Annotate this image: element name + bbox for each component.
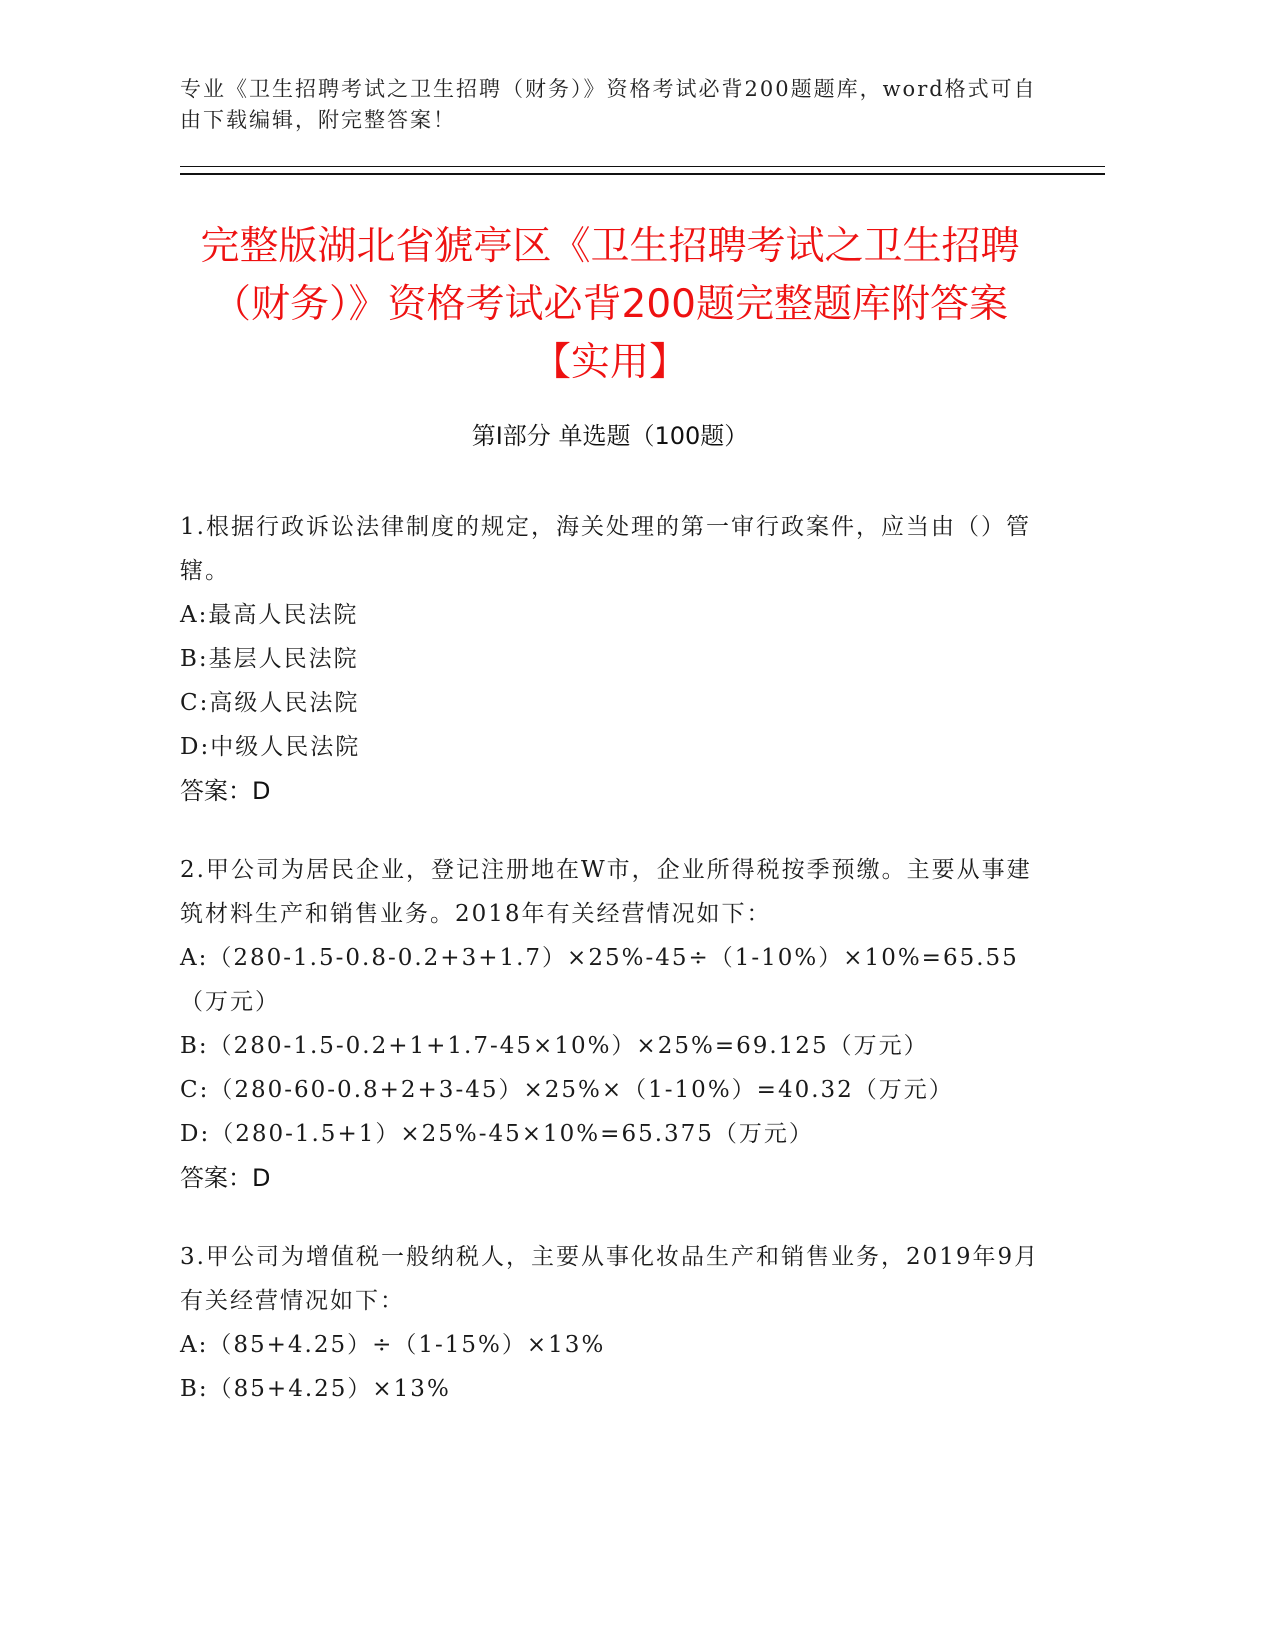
option-c: C:高级人民法院 [180, 690, 360, 716]
question-stem: 3.甲公司为增值税一般纳税人，主要从事化妆品生产和销售业务，2019年9月有关经营情况如下： [180, 1244, 1040, 1314]
question-list [180, 505, 1040, 1446]
option-c: C:（280-60-0.8+2+3-45）×25%×（1-10%）=40.32（万元） [180, 1077, 954, 1103]
option-a: A:（85+4.25）÷（1-15%）×13% [180, 1332, 606, 1358]
question-3 [180, 1235, 1040, 1411]
option-b: B:（280-1.5-0.2+1+1.7-45×10%）×25%=69.125（万元） [180, 1033, 929, 1059]
answer-line: 答案：D [180, 1164, 271, 1192]
question-stem: 2.甲公司为居民企业，登记注册地在W市，企业所得税按季预缴。主要从事建筑材料生产和销售业务。2018年有关经营情况如下： [180, 857, 1032, 927]
option-d: D:（280-1.5+1）×25%-45×10%=65.375（万元） [180, 1121, 814, 1147]
header-rule-top [180, 166, 1105, 167]
question-stem: 1.根据行政诉讼法律制度的规定，海关处理的第一审行政案件，应当由（）管辖。 [180, 514, 1031, 584]
question-1 [180, 505, 1040, 813]
option-a: A:最高人民法院 [180, 602, 359, 628]
option-b: B:（85+4.25）×13% [180, 1376, 451, 1402]
header-rule-bottom [180, 173, 1105, 175]
option-d: D:中级人民法院 [180, 734, 361, 760]
section-heading: 第Ⅰ部分 单选题（100题） [471, 422, 749, 450]
option-b: B:基层人民法院 [180, 646, 359, 672]
document-title: 完整版湖北省猇亭区《卫生招聘考试之卫生招聘（财务）》资格考试必背200题完整题库附答案【实用】 [200, 224, 1020, 385]
option-a: A:（280-1.5-0.8-0.2+3+1.7）×25%-45÷（1-10%）×10%=65.55（万元） [180, 945, 1019, 1015]
answer-line: 答案：D [180, 777, 271, 805]
question-2 [180, 848, 1040, 1200]
header-note: 专业《卫生招聘考试之卫生招聘（财务）》资格考试必背200题题库，word格式可自由下载编辑，附完整答案！ [180, 77, 1037, 132]
